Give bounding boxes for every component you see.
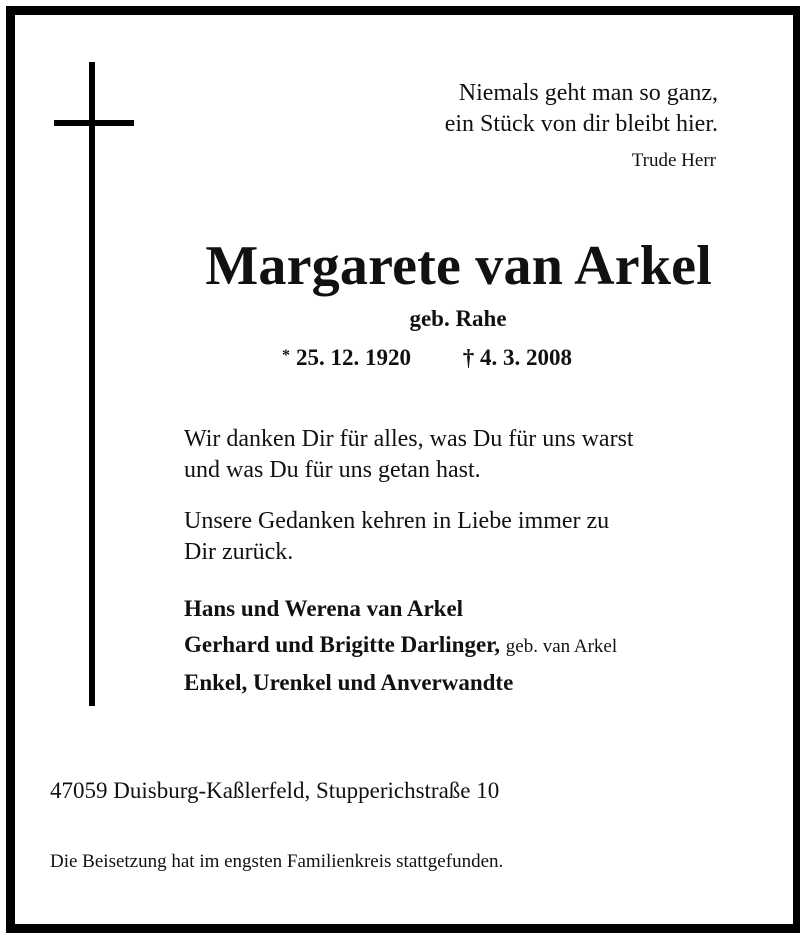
- mourner-line-1: Hans und Werena van Arkel: [184, 596, 464, 621]
- funeral-note: Die Beisetzung hat im engsten Familienkreis stattgefunden.: [50, 851, 504, 872]
- mourners-list: [184, 591, 617, 701]
- cross-icon: [89, 62, 95, 706]
- mourner-line-2: [184, 627, 617, 665]
- mourner-line-3: Enkel, Urenkel und Anverwandte: [184, 670, 514, 695]
- message-line: und was Du für uns getan hast.: [184, 457, 481, 483]
- message-line: Unsere Gedanken kehren in Liebe immer zu: [184, 508, 610, 534]
- quote-line-2: ein Stück von dir bleibt hier.: [444, 111, 718, 137]
- deceased-name: Margarete van Arkel: [205, 235, 712, 297]
- mourner-name: Gerhard und Brigitte Darlinger,: [184, 632, 501, 657]
- death-date: 4. 3. 2008: [480, 345, 572, 370]
- message-line: Dir zurück.: [184, 539, 294, 565]
- death-symbol: †: [462, 345, 475, 370]
- birth-symbol: *: [282, 347, 290, 364]
- message-paragraph-2: [184, 506, 714, 568]
- life-dates: [282, 345, 572, 371]
- birth-date: 25. 12. 1920: [296, 345, 411, 370]
- maiden-name: geb. Rahe: [409, 306, 507, 331]
- address: 47059 Duisburg-Kaßlerfeld, Stupperichstraße 10: [50, 778, 500, 803]
- quote-author: Trude Herr: [631, 150, 716, 171]
- message-paragraph-1: [184, 424, 714, 486]
- message-line: Wir danken Dir für alles, was Du für uns warst: [184, 426, 634, 452]
- quote-line-1: Niemals geht man so ganz,: [458, 80, 718, 106]
- mourner-suffix: geb. van Arkel: [505, 636, 618, 657]
- cross-icon-crossbar: [54, 120, 134, 126]
- quote: [445, 78, 718, 140]
